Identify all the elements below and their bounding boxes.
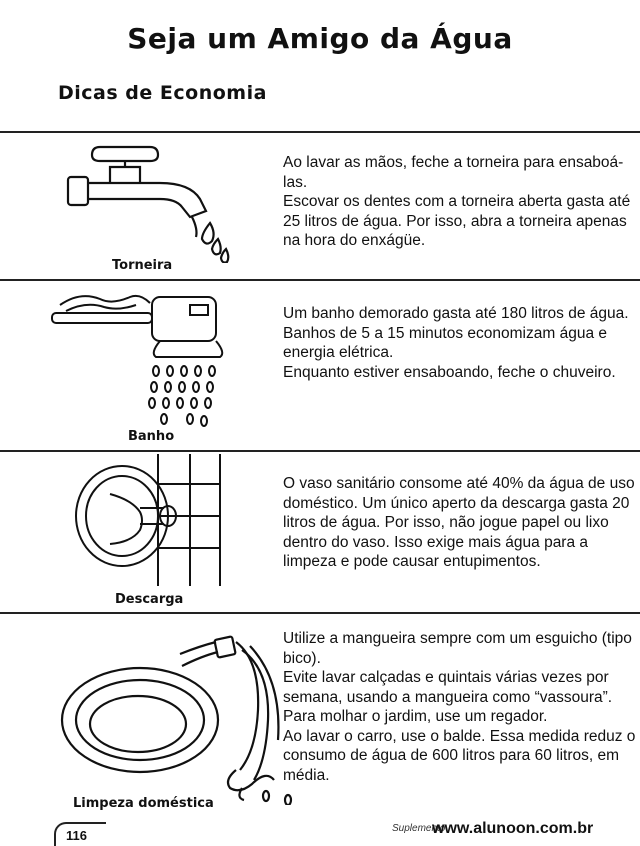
tip-section-limpeza: [0, 614, 640, 814]
tip-caption: Banho: [128, 429, 175, 444]
tip-section-banho: [0, 281, 640, 450]
tip-text: [283, 153, 638, 251]
tip-text: [283, 304, 638, 382]
tip-line: Escovar os dentes com a torneira aberta gasta até 25 litros de água. Por isso, abra a torneira apenas na hora do enxágüe.: [283, 193, 631, 249]
toilet-flush-icon: [40, 454, 240, 592]
page-number: 116: [54, 822, 106, 846]
tip-line: Ao lavar o carro, use o balde. Essa medida reduz o consumo de água de 600 litros para 60 litros, em média.: [283, 727, 636, 784]
tip-line: Banhos de 5 a 15 minutos economizam água e energia elétrica.: [283, 324, 607, 361]
tip-line: O vaso sanitário consome até 40% da água de uso doméstico. Um único aperto da descarga gasta 20 litros de água. Por isso, não jogue papel ou lixo dentro do vaso. Isso exige mais água para a limpeza e pode causar entupimentos.: [283, 475, 635, 570]
tip-line: Evite lavar calçadas e quintais várias vezes por semana, usando a mangueira como “vassoura”.: [283, 669, 613, 706]
footer-text: Suplemento: [392, 823, 446, 834]
tip-line: Utilize a mangueira sempre com um esguicho (tipo bico).: [283, 630, 632, 667]
tip-line: Um banho demorado gasta até 180 litros de água.: [283, 305, 629, 322]
tip-section-torneira: [0, 133, 640, 279]
tip-section-descarga: [0, 452, 640, 612]
tip-text: [283, 474, 638, 572]
tip-caption: Limpeza doméstica: [73, 796, 214, 811]
tip-text: [283, 629, 638, 785]
section-subtitle: Dicas de Economia: [58, 82, 267, 104]
tip-line: Ao lavar as mãos, feche a torneira para ensaboá-las.: [283, 154, 624, 191]
garden-hose-icon: [30, 620, 310, 805]
footer-url: www.alunoon.com.br: [432, 820, 594, 837]
tip-caption: Torneira: [112, 258, 173, 273]
page-title: Seja um Amigo da Água: [127, 22, 513, 55]
tip-caption: Descarga: [115, 592, 184, 607]
shower-icon: [40, 283, 240, 433]
tip-line: Para molhar o jardim, use um regador.: [283, 708, 548, 725]
tip-line: Enquanto estiver ensaboando, feche o chuveiro.: [283, 363, 616, 381]
faucet-icon: [40, 137, 240, 263]
